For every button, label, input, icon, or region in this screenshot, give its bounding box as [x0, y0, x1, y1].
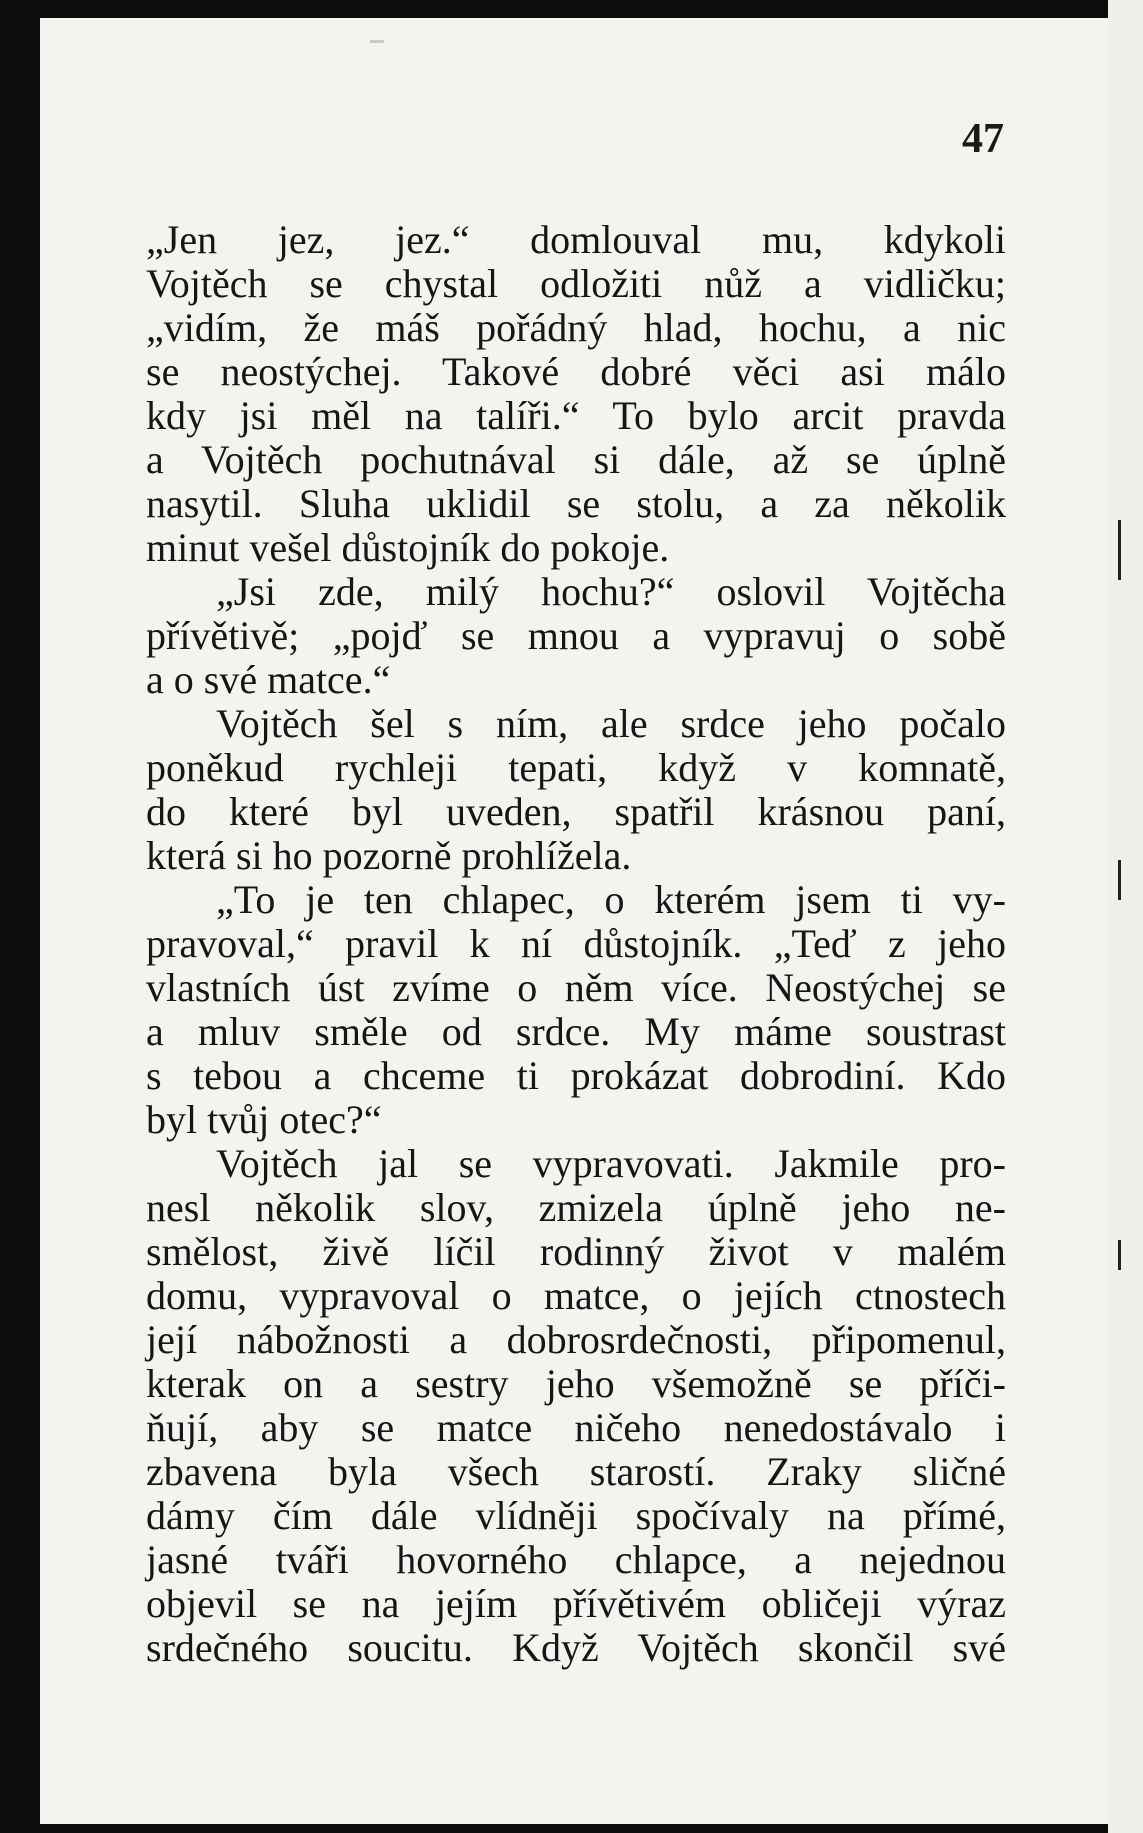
text-line: která si ho pozorně prohlížela. [146, 833, 632, 878]
text-line: se neostýchej. Takové dobré věci asi málo [146, 349, 1006, 394]
print-speck [370, 40, 384, 43]
text-line: byl tvůj otec?“ [146, 1097, 382, 1142]
text-line: objevil se na jejím přívětivém obličeji výraz [146, 1581, 1006, 1626]
text-line: do které byl uveden, spatřil krásnou paní, [146, 789, 1006, 834]
text-line: její nábožnosti a dobrosrdečnosti, připomenul, [146, 1317, 1006, 1362]
text-line: zbavena byla všech starostí. Zraky sličné [146, 1449, 1006, 1494]
text-line: „To je ten chlapec, o kterém jsem ti vy- [216, 877, 1006, 922]
text-line: a o své matce.“ [146, 657, 391, 702]
text-line: Vojtěch se chystal odložiti nůž a vidličku; [146, 261, 1006, 306]
text-line: smělost, živě líčil rodinný život v malém [146, 1229, 1006, 1274]
text-line: srdečného soucitu. Když Vojtěch skončil své [146, 1625, 1006, 1670]
text-line: pravoval,“ pravil k ní důstojník. „Teď z jeho [146, 921, 1006, 966]
text-line: nesl několik slov, zmizela úplně jeho ne- [146, 1185, 1006, 1230]
text-line: a mluv směle od srdce. My máme soustrast [146, 1009, 1006, 1054]
text-line: kterak on a sestry jeho všemožně se příči- [146, 1361, 1006, 1406]
text-line: vlastních úst zvíme o něm více. Neostýchej se [146, 965, 1006, 1010]
text-line: s tebou a chceme ti prokázat dobrodiní. Kdo [146, 1053, 1006, 1098]
edge-mark [1118, 860, 1121, 900]
text-line: nasytil. Sluha uklidil se stolu, a za několik [146, 481, 1006, 526]
text-line: dámy čím dále vlídněji spočívaly na přímé, [146, 1493, 1006, 1538]
text-line: „Jen jez, jez.“ domlouval mu, kdykoli [146, 217, 1006, 262]
text-line: minut vešel důstojník do pokoje. [146, 525, 670, 570]
edge-mark [1118, 520, 1121, 580]
text-line: „Jsi zde, milý hochu?“ oslovil Vojtěcha [216, 569, 1006, 614]
text-line: kdy jsi měl na talíři.“ To bylo arcit pravda [146, 393, 1006, 438]
book-page [40, 18, 1108, 1824]
text-line: ňují, aby se matce ničeho nenedostávalo i [146, 1405, 1006, 1450]
text-line: jasné tváři hovorného chlapce, a nejednou [146, 1537, 1006, 1582]
adjacent-page-edge [1108, 0, 1143, 1833]
edge-mark [1118, 1240, 1121, 1270]
text-line: přívětivě; „pojď se mnou a vypravuj o sobě [146, 613, 1006, 658]
text-line: domu, vypravoval o matce, o jejích ctnostech [146, 1273, 1006, 1318]
text-line: Vojtěch jal se vypravovati. Jakmile pro- [216, 1141, 1006, 1186]
text-line: Vojtěch šel s ním, ale srdce jeho počalo [216, 701, 1006, 746]
text-line: „vidím, že máš pořádný hlad, hochu, a nic [146, 305, 1006, 350]
page-number: 47 [962, 116, 1004, 162]
text-line: poněkud rychleji tepati, když v komnatě, [146, 745, 1006, 790]
text-line: a Vojtěch pochutnával si dále, až se úplně [146, 437, 1006, 482]
